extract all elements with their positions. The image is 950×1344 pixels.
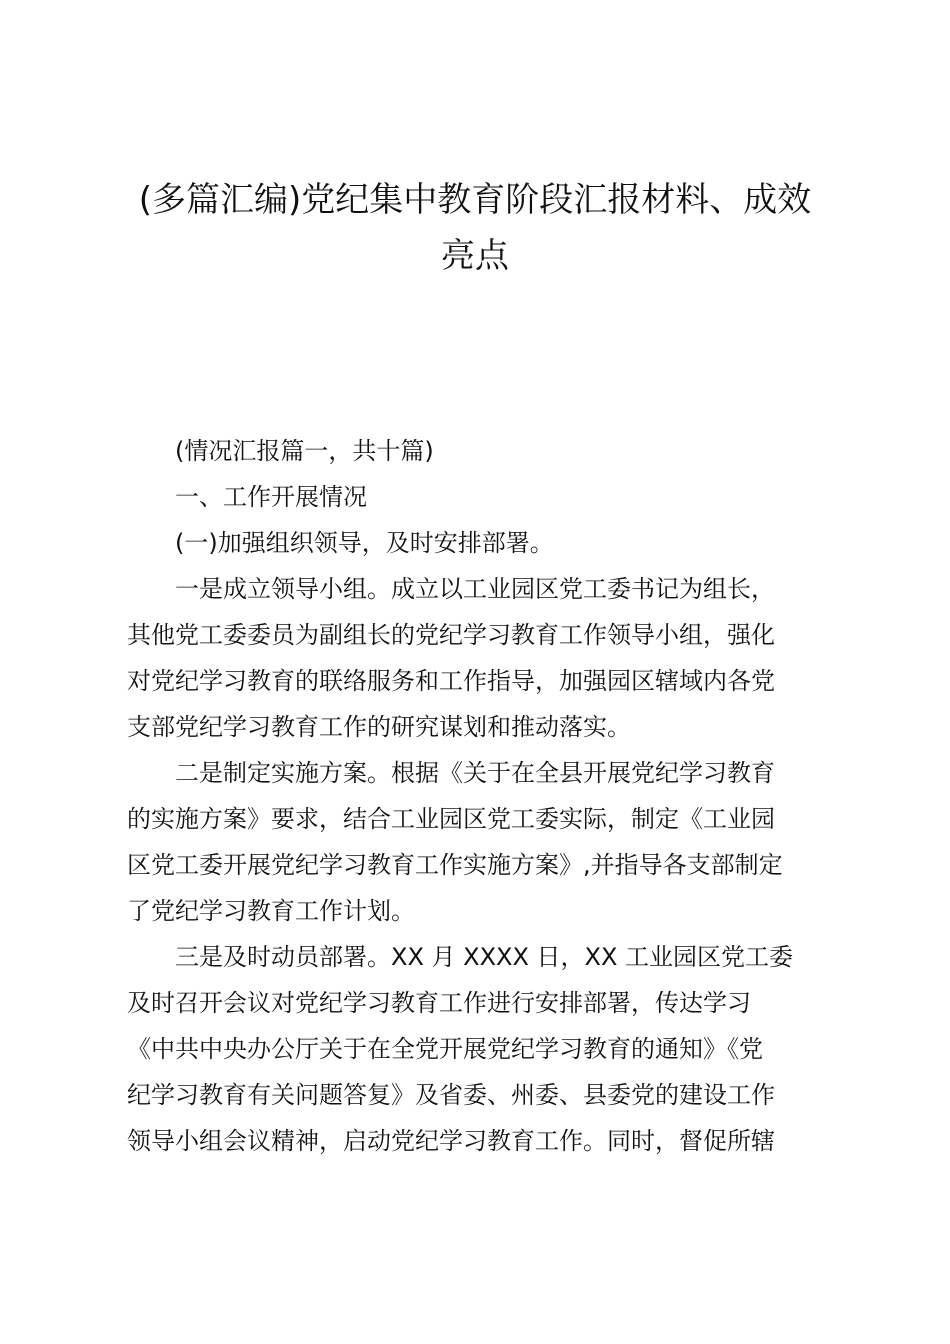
paragraph-3 [127, 934, 823, 1164]
title-line-1: (多篇汇编)党纪集中教育阶段汇报材料、成效 [138, 180, 812, 220]
paragraph-line: 的实施方案》要求，结合工业园区党工委实际，制定《工业园 [127, 805, 775, 833]
paragraph-line: 及时召开会议对党纪学习教育工作进行安排部署，传达学习 [127, 989, 751, 1017]
paragraph-line: 纪学习教育有关问题答复》及省委、州委、县委党的建设工作 [127, 1081, 775, 1109]
paragraph-line: 一是成立领导小组。成立以工业园区党工委书记为组长， [175, 575, 775, 603]
paragraph-2 [127, 750, 823, 934]
paragraph-line: 其他党工委委员为副组长的党纪学习教育工作领导小组，强化 [127, 621, 775, 649]
document-body [127, 428, 823, 1164]
paragraph-line: 领导小组会议精神，启动党纪学习教育工作。同时，督促所辖 [127, 1127, 775, 1155]
document-title [120, 172, 830, 284]
paragraph-line: 三是及时动员部署。XX 月 XXXX 日，XX 工业园区党工委 [175, 943, 794, 971]
paragraph-line: 二是制定实施方案。根据《关于在全县开展党纪学习教育 [175, 759, 775, 787]
paragraph-line: 区党工委开展党纪学习教育工作实施方案》,并指导各支部制定 [127, 851, 783, 879]
paragraph-line: 支部党纪学习教育工作的研究谋划和推动落实。 [127, 713, 631, 741]
paragraph-line: 《中共中央办公厅关于在全党开展党纪学习教育的通知》《党 [127, 1035, 763, 1063]
section-heading: 一、工作开展情况 [175, 483, 367, 511]
title-line-2: 亮点 [441, 236, 509, 276]
paragraph-line: 了党纪学习教育工作计划。 [127, 897, 415, 925]
paragraph-1 [127, 566, 823, 750]
subsection-heading: (一)加强组织领导，及时安排部署。 [175, 529, 554, 557]
paragraph-line: 对党纪学习教育的联络服务和工作指导，加强园区辖域内各党 [127, 667, 775, 695]
report-subtitle: (情况汇报篇一，共十篇) [175, 437, 434, 465]
